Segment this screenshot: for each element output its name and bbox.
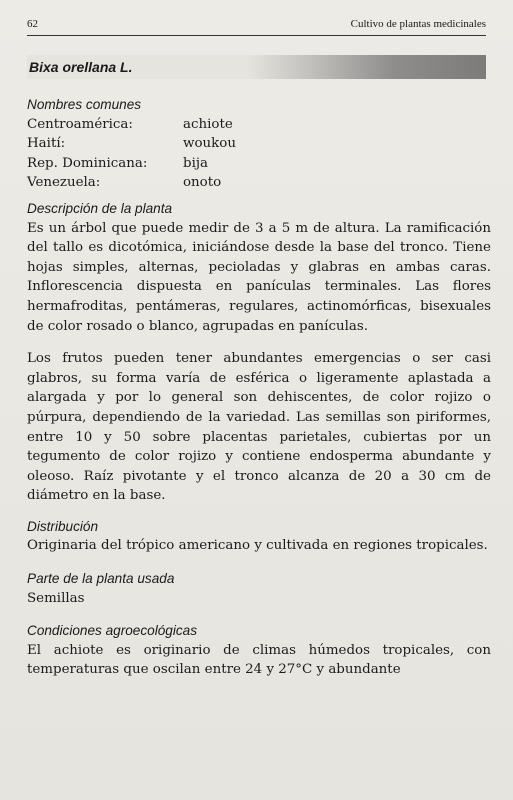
common-name-row bbox=[27, 154, 491, 174]
page-body bbox=[27, 95, 491, 680]
common-name-value: achiote bbox=[183, 116, 233, 132]
common-names-list bbox=[27, 115, 491, 193]
common-name-row bbox=[27, 173, 491, 193]
header-rule bbox=[27, 35, 486, 36]
page-number: 62 bbox=[27, 18, 38, 30]
title-bar bbox=[27, 55, 486, 79]
country-label: Centroamérica: bbox=[27, 116, 133, 132]
part-used-text: Semillas bbox=[27, 590, 85, 606]
description-paragraph: Es un árbol que puede medir de 3 a 5 m de altura. La ramificación del tallo es dicotómica, iniciándose desde la base del tronco. Tiene hojas simples, alternas, pecioladas y glabras en ambas caras. Inflorescencia dispuesta en panículas terminales. Las flores hermafroditas, pentámeras, regulares, actinomórficas, bisexuales de color rosado o blanco, agrupadas en panículas. bbox=[27, 220, 491, 334]
common-name-row bbox=[27, 134, 491, 154]
common-name-row bbox=[27, 115, 491, 135]
country-label: Rep. Dominicana: bbox=[27, 155, 148, 171]
distribution-text: Originaria del trópico americano y cultivada en regiones tropicales. bbox=[27, 538, 488, 554]
common-name-value: woukou bbox=[183, 136, 236, 152]
page-header bbox=[27, 14, 486, 30]
common-names-heading: Nombres comunes bbox=[27, 97, 142, 112]
common-name-value: onoto bbox=[183, 175, 222, 191]
common-name-value: bija bbox=[183, 155, 208, 171]
species-title: Bixa orellana L. bbox=[29, 59, 133, 75]
running-title: Cultivo de plantas medicinales bbox=[350, 18, 486, 30]
part-used-heading: Parte de la planta usada bbox=[27, 571, 175, 587]
agro-conditions-heading: Condiciones agroecológicas bbox=[27, 623, 198, 639]
description-heading: Descripción de la planta bbox=[27, 200, 173, 216]
country-label: Haití: bbox=[27, 136, 66, 152]
country-label: Venezuela: bbox=[27, 175, 101, 191]
distribution-heading: Distribución bbox=[27, 518, 99, 534]
fruit-paragraph: Los frutos pueden tener abundantes emergencias o ser casi glabros, su forma varía de esférica o ligeramente aplastada a alargada y por lo general son dehiscentes, de color rojizo o púrpura, dependiendo de la variedad. Las semillas son piriformes, entre 10 y 50 sobre placentas parietales, cubiertas por un tegumento de color rojizo y contiene endosperma abundante y oleoso. Raíz pivotante y el tronco alcanza de 20 a 30 cm de diámetro en la base. bbox=[27, 351, 491, 504]
agro-conditions-text: El achiote es originario de climas húmedos tropicales, con temperaturas que oscilan entre 24 y 27°C y abundante bbox=[27, 642, 491, 678]
